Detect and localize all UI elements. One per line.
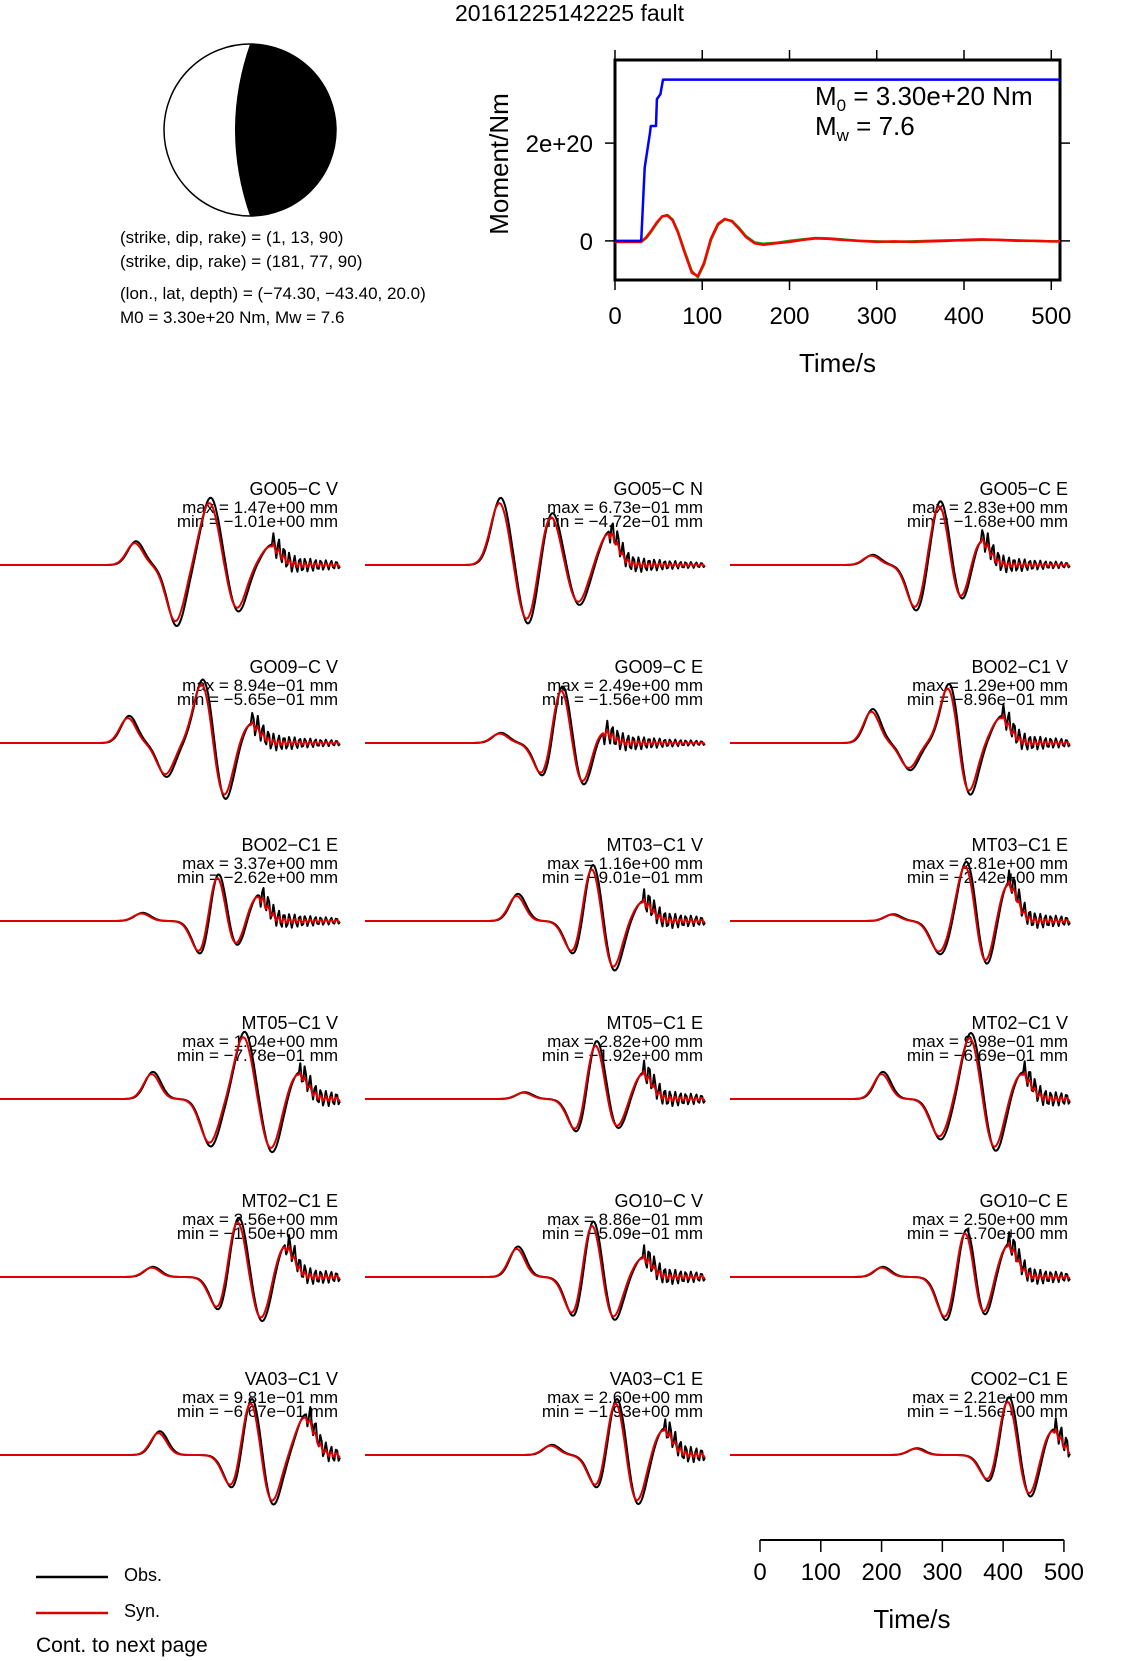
station-name: VA03−C1 E bbox=[609, 1369, 703, 1389]
moment-ylabel: Moment/Nm bbox=[484, 93, 514, 235]
station-name: MT05−C1 V bbox=[241, 1013, 338, 1033]
moment-m0-annotation: $M_0 = 3.30e+20$ Nm bbox=[815, 81, 1033, 115]
station-min: min = −6.69e−01 mm bbox=[906, 1046, 1068, 1065]
time-axis-label: Time/s bbox=[873, 1604, 951, 1634]
moment-magnitude-line: M0 = 3.30e+20 Nm, Mw = 7.6 bbox=[120, 308, 345, 327]
station-name: GO05−C N bbox=[613, 479, 703, 499]
moment-xtick-label: 400 bbox=[943, 303, 985, 330]
station-min: min = −8.96e−01 mm bbox=[906, 690, 1068, 709]
station-max: max = 1.16e+00 mm bbox=[547, 854, 703, 873]
moment-mw-annotation: $M_w = 7.6$ bbox=[815, 111, 915, 145]
station-max: max = 2.60e+00 mm bbox=[547, 1388, 703, 1407]
station-max: max = 2.82e+00 mm bbox=[547, 1032, 703, 1051]
station-max: max = 8.94e−01 mm bbox=[182, 676, 338, 695]
station-min: min = −1.01e+00 mm bbox=[176, 512, 338, 531]
station-max: max = 3.37e+00 mm bbox=[182, 854, 338, 873]
mechanism-line-1: (strike, dip, rake) = (1, 13, 90) bbox=[120, 228, 344, 247]
station-min: min = −1.93e+00 mm bbox=[541, 1402, 703, 1421]
station-name: GO10−C V bbox=[614, 1191, 703, 1211]
station-name: MT03−C1 E bbox=[971, 835, 1068, 855]
station-min: min = −9.01e−01 mm bbox=[541, 868, 703, 887]
station-max: max = 2.50e+00 mm bbox=[912, 1210, 1068, 1229]
time-axis-tick-label: 0 bbox=[753, 1559, 767, 1586]
station-name: BO02−C1 V bbox=[971, 657, 1068, 677]
station-min: min = −1.56e+00 mm bbox=[906, 1402, 1068, 1421]
station-min: min = −2.62e+00 mm bbox=[176, 868, 338, 887]
station-name: GO09−C V bbox=[249, 657, 338, 677]
legend-syn-label: Syn. bbox=[124, 1601, 161, 1621]
time-axis-tick-label: 300 bbox=[922, 1559, 963, 1586]
station-name: MT05−C1 E bbox=[606, 1013, 703, 1033]
station-max: max = 1.04e+00 mm bbox=[182, 1032, 338, 1051]
moment-ytick-label: 0 bbox=[579, 228, 593, 256]
waveform-observed bbox=[730, 1230, 1070, 1320]
station-max: max = 2.56e+00 mm bbox=[182, 1210, 338, 1229]
station-name: CO02−C1 E bbox=[970, 1369, 1068, 1389]
moment-xtick-label: 300 bbox=[856, 303, 897, 330]
continued-note: Cont. to next page bbox=[36, 1634, 208, 1657]
station-min: min = −5.65e−01 mm bbox=[176, 690, 338, 709]
station-min: min = −1.70e+00 mm bbox=[906, 1224, 1068, 1243]
moment-xtick-label: 500 bbox=[1031, 303, 1072, 330]
time-axis-tick-label: 200 bbox=[861, 1559, 902, 1586]
station-min: min = −1.92e+00 mm bbox=[541, 1046, 703, 1065]
station-min: min = −6.67e−01 mm bbox=[176, 1402, 338, 1421]
station-max: max = 2.83e+00 mm bbox=[912, 498, 1068, 517]
figure-title: 20161225142225 fault bbox=[455, 0, 684, 26]
station-name: GO10−C E bbox=[979, 1191, 1068, 1211]
legend-lines bbox=[36, 1565, 116, 1635]
beachball-diagram bbox=[160, 40, 340, 220]
waveform-grid bbox=[0, 470, 1139, 1540]
waveform-time-axis bbox=[753, 1530, 1139, 1650]
station-name: GO05−C E bbox=[979, 479, 1068, 499]
station-max: max = 2.81e+00 mm bbox=[912, 854, 1068, 873]
moment-xlabel: Time/s bbox=[798, 348, 877, 378]
station-name: GO09−C E bbox=[614, 657, 703, 677]
station-name: BO02−C1 E bbox=[241, 835, 338, 855]
location-line: (lon., lat, depth) = (−74.30, −43.40, 20.0) bbox=[120, 284, 426, 303]
station-max: max = 1.47e+00 mm bbox=[182, 498, 338, 517]
station-min: min = −1.50e+00 mm bbox=[176, 1224, 338, 1243]
station-min: min = −5.09e−01 mm bbox=[541, 1224, 703, 1243]
station-max: max = 6.73e−01 mm bbox=[547, 498, 703, 517]
moment-series-rate-red bbox=[615, 216, 1060, 277]
legend-obs-label: Obs. bbox=[124, 1565, 163, 1585]
station-max: max = 9.98e−01 mm bbox=[912, 1032, 1068, 1051]
station-max: max = 1.29e+00 mm bbox=[912, 676, 1068, 695]
time-axis-tick-label: 400 bbox=[983, 1559, 1024, 1586]
station-min: min = −7.78e−01 mm bbox=[176, 1046, 338, 1065]
station-min: min = −2.42e+00 mm bbox=[906, 868, 1068, 887]
station-max: max = 2.49e+00 mm bbox=[547, 676, 703, 695]
station-name: MT03−C1 V bbox=[606, 835, 703, 855]
station-min: min = −4.72e−01 mm bbox=[541, 512, 703, 531]
moment-ytick-label: 2e+20 bbox=[525, 131, 593, 159]
station-max: max = 9.81e−01 mm bbox=[182, 1388, 338, 1407]
moment-xtick-label: 0 bbox=[608, 303, 622, 330]
station-name: MT02−C1 E bbox=[241, 1191, 338, 1211]
station-name: VA03−C1 V bbox=[244, 1369, 338, 1389]
station-name: GO05−C V bbox=[249, 479, 338, 499]
moment-rate-chart bbox=[480, 40, 1139, 400]
station-max: max = 2.21e+00 mm bbox=[912, 1388, 1068, 1407]
station-min: min = −1.56e+00 mm bbox=[541, 690, 703, 709]
moment-xtick-label: 200 bbox=[769, 303, 810, 330]
time-axis-tick-label: 500 bbox=[1043, 1559, 1084, 1586]
mechanism-line-2: (strike, dip, rake) = (181, 77, 90) bbox=[120, 252, 363, 271]
station-max: max = 8.86e−01 mm bbox=[547, 1210, 703, 1229]
beachball-compressional-quadrant bbox=[235, 44, 336, 216]
moment-xtick-label: 100 bbox=[682, 303, 723, 330]
time-axis-tick-label: 100 bbox=[800, 1559, 841, 1586]
station-name: MT02−C1 V bbox=[971, 1013, 1068, 1033]
station-min: min = −1.68e+00 mm bbox=[906, 512, 1068, 531]
